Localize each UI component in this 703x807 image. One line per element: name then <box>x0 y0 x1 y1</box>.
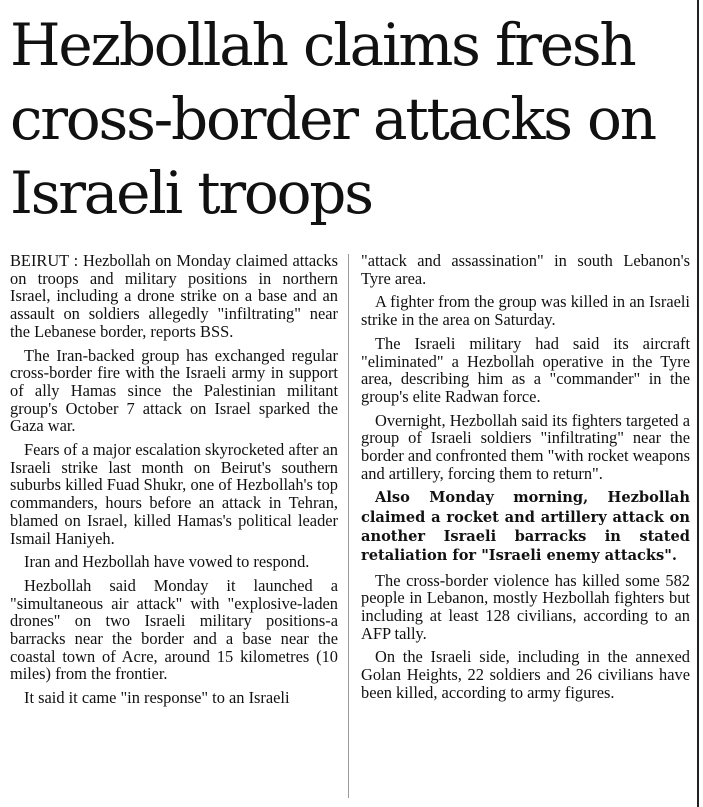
paragraph-continued: "attack and assassination" in south Lebanon's Tyre area. <box>361 251 690 288</box>
paragraph: Overnight, Hezbollah said its fighters targeted a group of Israeli soldiers "infiltrating" near the border and confronted them "with rocket weapons and artillery, forcing them to return". <box>361 410 690 483</box>
column-divider <box>348 254 349 798</box>
paragraph: Iran and Hezbollah have vowed to respond. <box>24 552 310 572</box>
headline-line-2: cross-border attacks on <box>10 85 655 153</box>
headline-line-1: Hezbollah claims fresh <box>10 11 635 79</box>
paragraph: The cross-border violence has killed some 582 people in Lebanon, mostly Hezbollah fighters but including at least 128 civilians, according to an AFP tally. <box>361 570 690 643</box>
paragraph: Hezbollah said Monday it launched a "simultaneous air attack" with "explosive-laden drones" on two Israeli military positions-a barracks near the border and a base near the coastal town of Acre, around 15 kilometres (10 miles) from the frontier. <box>10 575 338 684</box>
headline-line-3: Israeli troops <box>10 159 372 227</box>
paragraph: It said it came "in response" to an Israeli <box>24 688 290 708</box>
paragraph: A fighter from the group was killed in an Israeli strike in the area on Saturday. <box>361 292 690 330</box>
paragraph-bold: Also Monday morning, Hezbollah claimed a rocket and artillery attack on another Israeli barracks in stated retaliation for "Israeli enemy attacks". <box>361 489 690 565</box>
body-column-left <box>10 252 338 713</box>
page-edge-rule <box>697 0 699 807</box>
headline <box>10 8 690 230</box>
paragraph-dateline: BEIRUT : Hezbollah on Monday claimed attacks on troops and military positions in northern Israel, including a drone strike on a base and an assault on soldiers allegedly "infiltrating" near the Lebanese border, reports BSS. <box>10 251 338 341</box>
paragraph: On the Israeli side, including in the annexed Golan Heights, 22 soldiers and 26 civilians have been killed, according to army figures. <box>361 647 690 702</box>
body-column-right <box>361 252 690 708</box>
paragraph: The Israeli military had said its aircraft "eliminated" a Hezbollah operative in the Tyre area, describing him as a "commander" in the group's elite Radwan force. <box>361 333 690 406</box>
paragraph: The Iran-backed group has exchanged regular cross-border fire with the Israeli army in support of ally Hamas since the Palestinian militant group's October 7 attack on Israel sparked the Gaza war. <box>10 345 338 436</box>
paragraph: Fears of a major escalation skyrocketed after an Israeli strike last month on Beirut's southern suburbs killed Fuad Shukr, one of Hezbollah's top commanders, hours before an attack in Tehran, blamed on Israel, killed Hamas's political leader Ismail Haniyeh. <box>10 440 338 548</box>
